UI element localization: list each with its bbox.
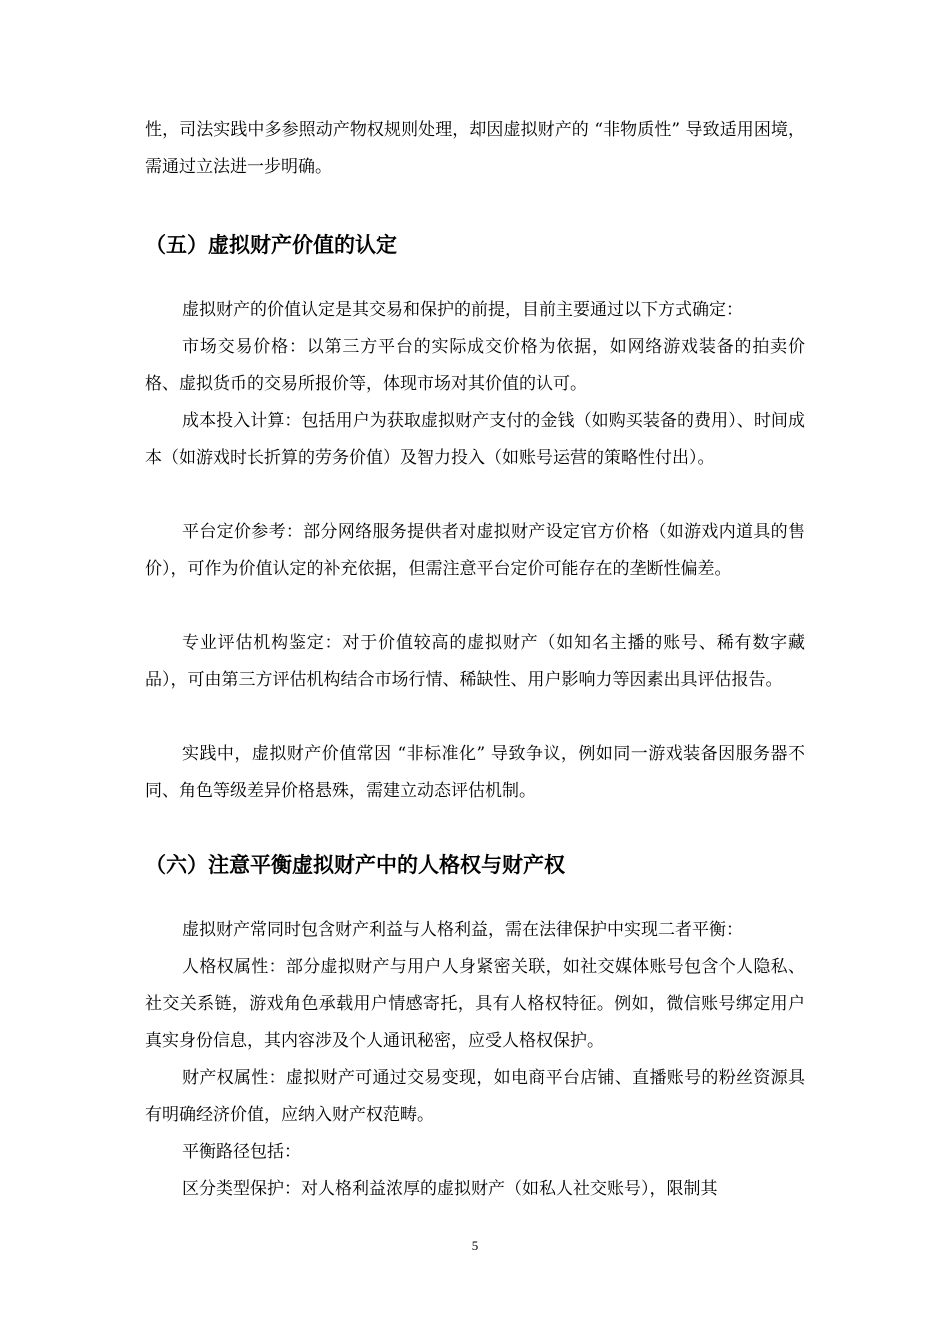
section-heading-5: （五）虚拟财产价值的认定 (145, 233, 397, 257)
page-number: 5 (471, 1238, 479, 1253)
paragraph: 实践中，虚拟财产价值常因 “非标准化” 导致争议，例如同一游戏装备因服务器不同、角色等级差异价格悬殊，需建立动态评估机制。 (145, 744, 805, 801)
paragraph: 平台定价参考：部分网络服务提供者对虚拟财产设定官方价格（如游戏内道具的售价），可作为价值认定的补充依据，但需注意平台定价可能存在的垄断性偏差。 (145, 522, 805, 579)
paragraph: 专业评估机构鉴定：对于价值较高的虚拟财产（如知名主播的账号、稀有数字藏品），可由第三方评估机构结合市场行情、稀缺性、用户影响力等因素出具评估报告。 (145, 633, 805, 690)
paragraph: 区分类型保护：对人格利益浓厚的虚拟财产（如私人社交账号），限制其 (182, 1179, 718, 1199)
paragraph: 平衡路径包括： (182, 1142, 301, 1162)
paragraph: 人格权属性：部分虚拟财产与用户人身紧密关联，如社交媒体账号包含个人隐私、社交关系链，游戏角色承载用户情感寄托，具有人格权特征。例如，微信账号绑定用户真实身份信息，其内容涉及个人通讯秘密，应受人格权保护。 (145, 957, 805, 1051)
paragraph-continuation: 性，司法实践中多参照动产物权规则处理，却因虚拟财产的 “非物质性” 导致适用困境，需通过立法进一步明确。 (145, 120, 805, 177)
paragraph: 财产权属性：虚拟财产可通过交易变现，如电商平台店铺、直播账号的粉丝资源具有明确经济价值，应纳入财产权范畴。 (145, 1068, 805, 1125)
paragraph: 成本投入计算：包括用户为获取虚拟财产支付的金钱（如购买装备的费用）、时间成本（如游戏时长折算的劳务价值）及智力投入（如账号运营的策略性付出）。 (145, 411, 805, 468)
paragraph: 虚拟财产常同时包含财产利益与人格利益，需在法律保护中实现二者平衡： (182, 920, 743, 940)
section-heading-6: （六）注意平衡虚拟财产中的人格权与财产权 (145, 853, 565, 877)
paragraph: 虚拟财产的价值认定是其交易和保护的前提，目前主要通过以下方式确定： (182, 300, 743, 320)
paragraph: 市场交易价格：以第三方平台的实际成交价格为依据，如网络游戏装备的拍卖价格、虚拟货币的交易所报价等，体现市场对其价值的认可。 (145, 337, 805, 394)
